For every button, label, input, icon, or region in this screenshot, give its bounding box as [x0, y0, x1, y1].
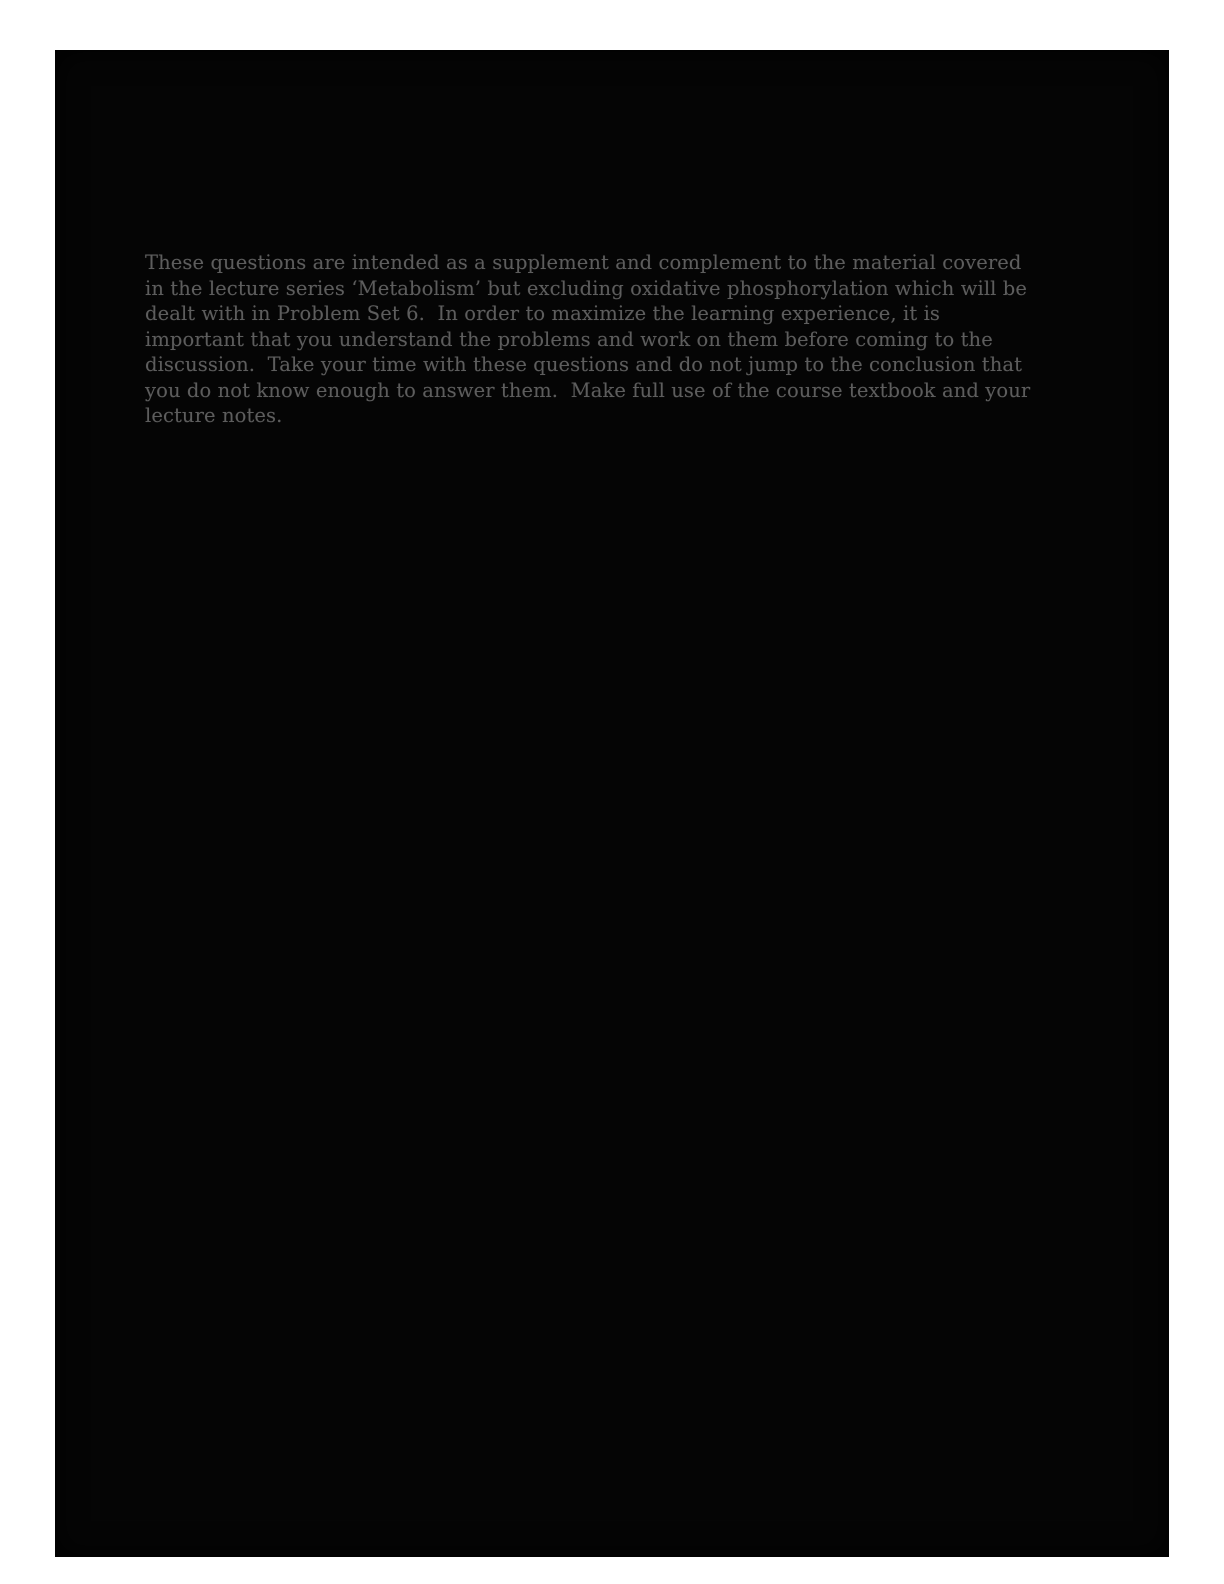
scanned-sheet: [55, 50, 1169, 1557]
intro-paragraph: These questions are intended as a supplement and complement to the material covered in the lecture series ‘Metabolism’ but excluding oxidative phosphorylation which will be dealt with in Problem Set 6. In order to maximize the learning experience, it is important that you understand the problems and work on them before coming to the discussion. Take your time with these questions and do not jump to the conclusion that you do not know enough to answer them. Make full use of the course textbook and your lecture notes.: [145, 251, 1037, 427]
intro-block: [145, 250, 1040, 429]
